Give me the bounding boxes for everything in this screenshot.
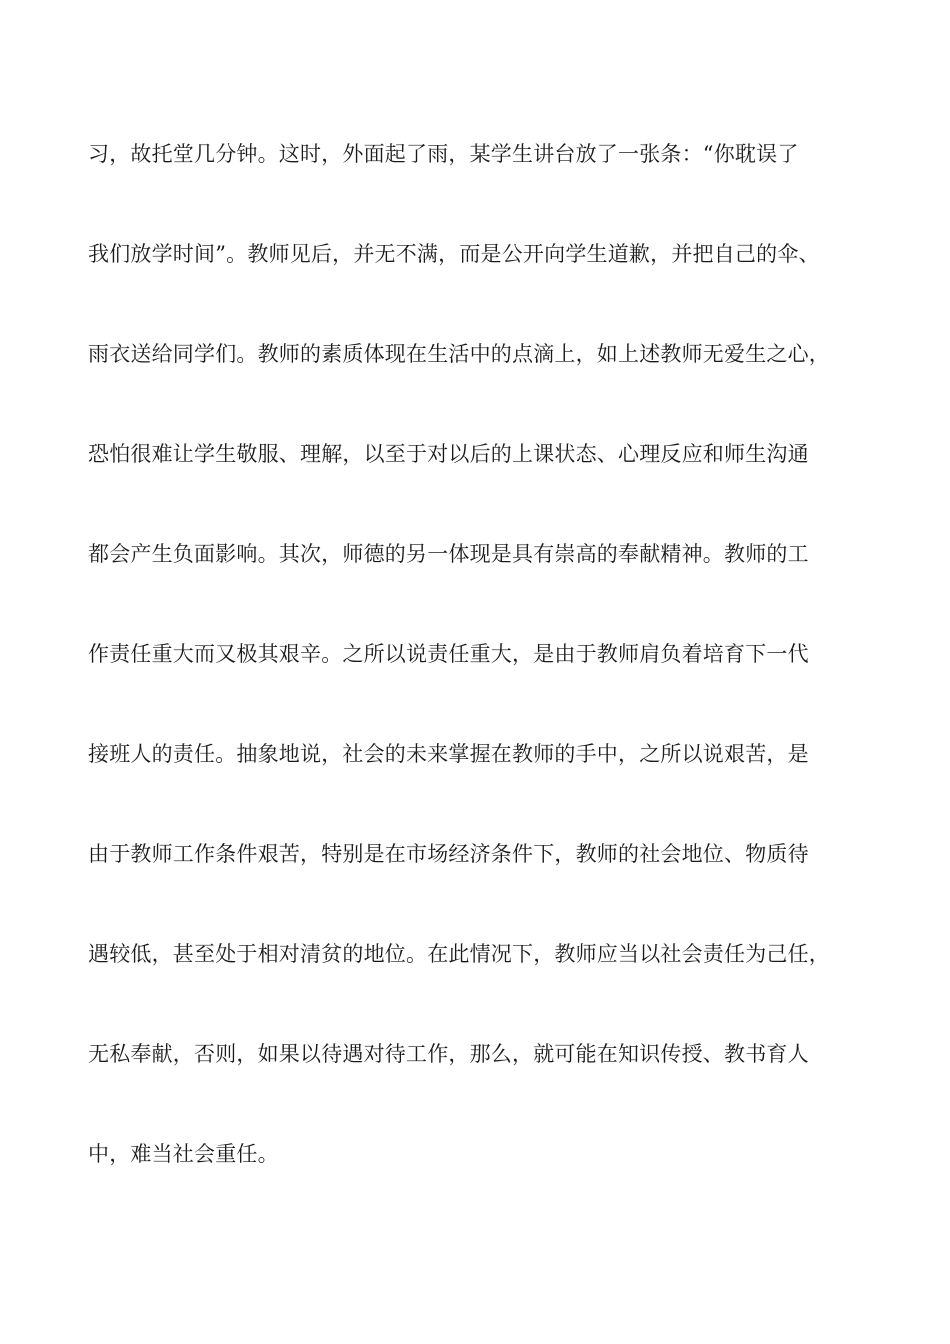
text-line: 我们放学时间”。教师见后，并无不满，而是公开向学生道歉，并把自己的伞、 — [88, 242, 820, 266]
text-line: 都会产生负面影响。其次，师德的另一体现是具有崇高的奉献精神。教师的工 — [88, 542, 809, 566]
text-line: 无私奉献，否则，如果以待遇对待工作，那么，就可能在知识传授、教书育人 — [88, 1042, 809, 1066]
text-line: 作责任重大而又极其艰辛。之所以说责任重大，是由于教师肩负着培育下一代 — [88, 642, 809, 666]
text-line: 由于教师工作条件艰苦，特别是在市场经济条件下，教师的社会地位、物质待 — [88, 842, 809, 866]
text-line: 恐怕很难让学生敬服、理解，以至于对以后的上课状态、心理反应和师生沟通 — [88, 442, 809, 466]
text-line: 中，难当社会重任。 — [88, 1142, 279, 1166]
body-text — [88, 130, 868, 1230]
text-line: 雨衣送给同学们。教师的素质体现在生活中的点滴上，如上述教师无爱生之心， — [88, 342, 830, 366]
text-line: 遇较低，甚至处于相对清贫的地位。在此情况下，教师应当以社会责任为己任， — [88, 942, 830, 966]
text-line: 习，故托堂几分钟。这时，外面起了雨，某学生讲台放了一张条：“你耽误了 — [88, 142, 799, 166]
text-line: 接班人的责任。抽象地说，社会的未来掌握在教师的手中，之所以说艰苦，是 — [88, 742, 809, 766]
